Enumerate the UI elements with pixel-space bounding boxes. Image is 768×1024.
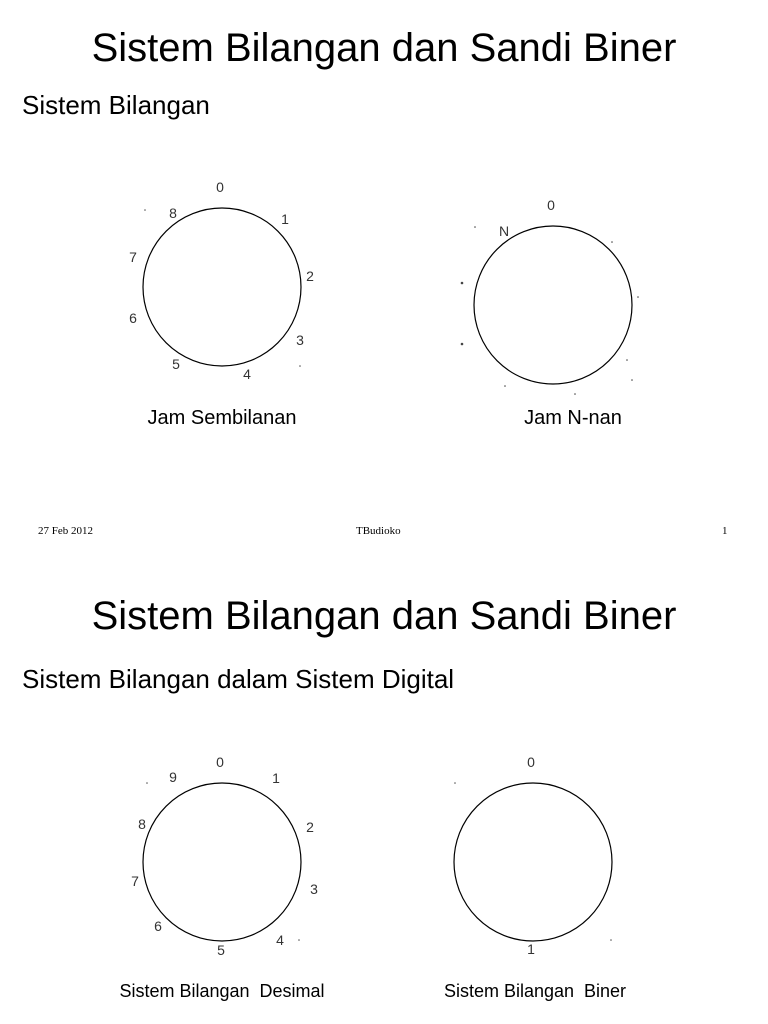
binary-clock-diagram — [444, 754, 626, 1001]
clock-label-6: 6 — [154, 918, 162, 934]
footer-page-number: 1 — [722, 525, 728, 537]
clock-label-8: 8 — [138, 816, 146, 832]
nine-clock-diagram — [129, 179, 314, 429]
clock-label-4: 4 — [243, 366, 251, 382]
clock-circle — [143, 208, 301, 366]
footer-date: 27 Feb 2012 — [38, 525, 93, 537]
clock-label-0: 0 — [527, 754, 535, 770]
clock-label-7: 7 — [129, 249, 137, 265]
clock-label-0: 0 — [216, 179, 224, 195]
clock-circle — [143, 783, 301, 941]
diagram-caption: Jam Sembilanan — [147, 407, 297, 429]
clock-label-3: 3 — [296, 332, 304, 348]
diagram-caption: Sistem Bilangan Biner — [443, 981, 627, 1001]
clock-circle — [474, 226, 632, 384]
clock-label-0: 0 — [547, 197, 555, 213]
clock-label-1: 1 — [527, 941, 535, 957]
clock-label-4: 4 — [276, 932, 284, 948]
footer-author: TBudioko — [356, 525, 401, 537]
n-clock-diagram — [461, 197, 639, 429]
slide-2 — [0, 568, 768, 1024]
clock-label-5: 5 — [217, 942, 225, 958]
clock-label-3: 3 — [310, 881, 318, 897]
clock-label-5: 5 — [172, 356, 180, 372]
clock-label-1: 1 — [272, 770, 280, 786]
slide-title: Sistem Bilangan dan Sandi Biner — [91, 594, 677, 638]
clock-label-7: 7 — [131, 873, 139, 889]
clock-circle — [454, 783, 612, 941]
clock-label-0: 0 — [216, 754, 224, 770]
clock-label-1: 1 — [281, 211, 289, 227]
slide-subtitle: Sistem Bilangan dalam Sistem Digital — [22, 664, 455, 694]
clock-label-8: 8 — [169, 205, 177, 221]
slide-title: Sistem Bilangan dan Sandi Biner — [91, 26, 677, 70]
clock-label-n: N — [498, 223, 510, 239]
clock-label-9: 9 — [169, 769, 177, 785]
clock-label-2: 2 — [306, 268, 314, 284]
clock-diagrams — [0, 568, 768, 1024]
diagram-caption: Sistem Bilangan Desimal — [119, 981, 325, 1001]
tick-dots — [146, 782, 300, 941]
clock-label-6: 6 — [129, 310, 137, 326]
clock-label-2: 2 — [306, 819, 314, 835]
decimal-clock-diagram — [119, 754, 324, 1001]
slide-subtitle: Sistem Bilangan — [22, 90, 210, 120]
diagram-caption: Jam N-nan — [524, 407, 622, 429]
tick-dots — [461, 226, 639, 395]
